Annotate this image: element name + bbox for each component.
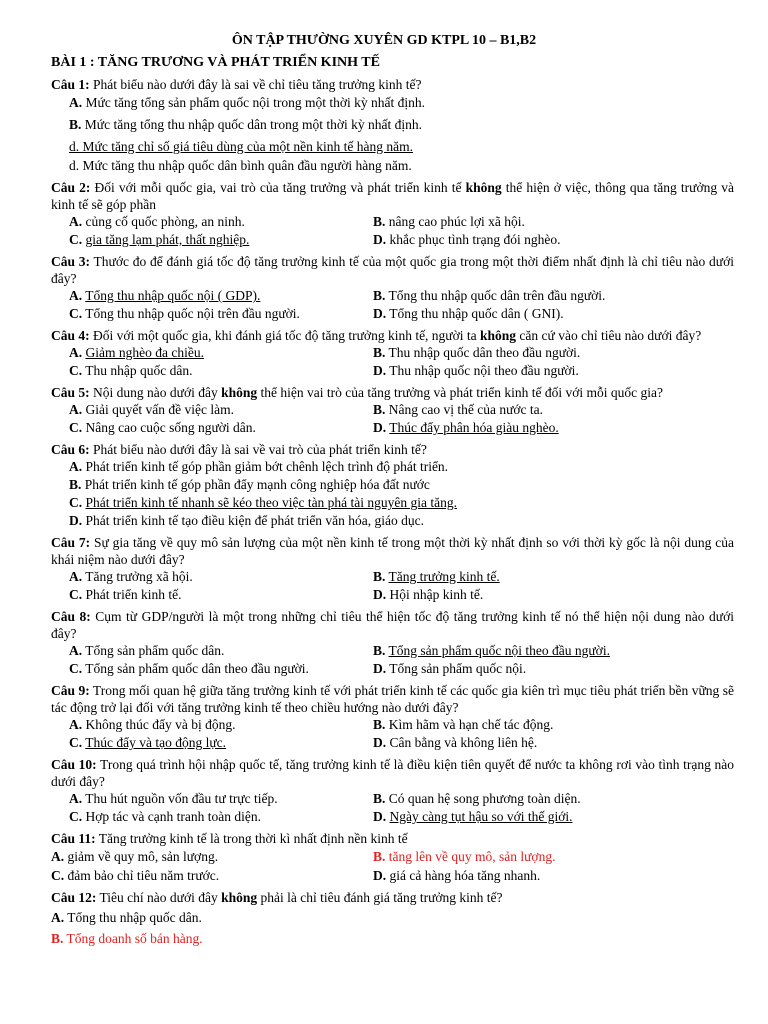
question-stem: Câu 3: Thước đo để đánh giá tốc độ tăng trưởng kinh tế của một quốc gia trong một thời điểm nhất định là chỉ tiêu nào dưới đây? (51, 254, 734, 286)
question-stem: Câu 11: Tăng trưởng kinh tế là trong thời kì nhất định nền kinh tế (51, 831, 408, 846)
option-row (51, 847, 734, 866)
option-a: A. Phát triển kinh tế góp phần giảm bớt chênh lệch trình độ phát triển. (69, 459, 449, 474)
option-c: C. Thu nhập quốc dân. (69, 363, 193, 378)
option-row (51, 660, 734, 678)
question-stem: Câu 5: Nội dung nào dưới đây không thể hiện vai trò của tăng trưởng và phát triển kinh tế đối với mỗi quốc gia? (51, 385, 663, 400)
option-d: D. Cân bằng và không liên hệ. (373, 735, 538, 750)
question-2 (51, 179, 734, 249)
option-c: C. Hợp tác và cạnh tranh toàn diện. (69, 809, 261, 824)
option-row (51, 362, 734, 380)
option-row (51, 568, 734, 586)
option-a: A. Tổng thu nhập quốc dân. (51, 910, 202, 925)
question-stem: Câu 4: Đối với một quốc gia, khi đánh giá tốc độ tăng trưởng kinh tế, người ta không căn cứ vào chỉ tiêu nào dưới đây? (51, 328, 702, 343)
option-b: B. Tổng sản phẩm quốc nội theo đầu người. (373, 643, 610, 658)
option-row (51, 642, 734, 660)
option-a: A. Tổng thu nhập quốc nội ( GDP). (69, 288, 261, 303)
question-6 (51, 441, 734, 530)
option-b: B. tăng lên về quy mô, sản lượng. (373, 849, 556, 864)
option-a: A. Không thúc đẩy và bị động. (69, 717, 236, 732)
option-c: C. Nâng cao cuộc sống người dân. (69, 420, 256, 435)
option-d: d. Mức tăng thu nhập quốc dân bình quân đầu người hàng năm. (69, 158, 412, 173)
option-row (51, 213, 734, 231)
option-a: A. củng cố quốc phòng, an ninh. (69, 214, 245, 229)
option-a: A. Giải quyết vấn đề việc làm. (69, 402, 234, 417)
option-b: B. Có quan hệ song phương toàn diện. (373, 791, 581, 806)
question-stem: Câu 12: Tiêu chí nào dưới đây không phải là chỉ tiêu đánh giá tăng trưởng kinh tế? (51, 890, 503, 905)
question-1 (51, 76, 734, 175)
option-row (51, 866, 734, 885)
option-b: B. Tổng doanh số bán hàng. (51, 931, 203, 946)
question-5 (51, 384, 734, 437)
option-row (51, 716, 734, 734)
option-d: D. Ngày càng tụt hậu so với thế giới. (373, 809, 573, 824)
option-b: B. Tăng trưởng kinh tế. (373, 569, 500, 584)
question-11 (51, 830, 734, 885)
option-row (51, 344, 734, 362)
option-b: B. Phát triển kinh tế góp phần đẩy mạnh công nghiệp hóa đất nước (69, 477, 430, 492)
option-row (51, 419, 734, 437)
option-c: d. Mức tăng chỉ số giá tiêu dùng của một nền kinh tế hàng năm. (69, 139, 413, 154)
option-row (51, 586, 734, 604)
option-c: C. Phát triển kinh tế. (69, 587, 182, 602)
option-d: D. Tổng sản phẩm quốc nội. (373, 661, 527, 676)
question-9 (51, 682, 734, 752)
option-b: B. Tổng thu nhập quốc dân trên đầu người. (373, 288, 606, 303)
option-c: C. Phát triển kinh tế nhanh sẽ kéo theo việc tàn phá tài nguyên gia tăng. (69, 495, 458, 510)
option-a: A. giảm về quy mô, sản lượng. (51, 849, 219, 864)
option-c: C. đảm bảo chỉ tiêu năm trước. (51, 868, 220, 883)
option-b: B. nâng cao phúc lợi xã hội. (373, 214, 525, 229)
option-d: D. khắc phục tình trạng đói nghèo. (373, 232, 561, 247)
option-a: A. Thu hút nguồn vốn đầu tư trực tiếp. (69, 791, 278, 806)
option-c: C. Thúc đẩy và tạo động lực. (69, 735, 227, 750)
option-a: A. Giảm nghèo đa chiều. (69, 345, 204, 360)
option-d: D. giá cả hàng hóa tăng nhanh. (373, 868, 541, 883)
option-d: D. Phát triển kinh tế tạo điều kiện để phát triển văn hóa, giáo dục. (69, 513, 425, 528)
option-a: A. Tăng trưởng xã hội. (69, 569, 193, 584)
option-row (51, 734, 734, 752)
question-3 (51, 253, 734, 323)
question-list (51, 76, 734, 948)
option-row (51, 305, 734, 323)
question-stem: Câu 9: Trong mối quan hệ giữa tăng trưởng kinh tế với phát triển kinh tế các quốc gia kiên trì mục tiêu phát triển bền vững sẽ tác động trở lại đối với tăng trưởng kinh tế theo chiều hướng nào dưới đây? (51, 683, 734, 715)
option-b: B. Thu nhập quốc dân theo đầu người. (373, 345, 581, 360)
option-c: C. Tổng sản phẩm quốc dân theo đầu người. (69, 661, 309, 676)
lesson-heading: BÀI 1 : TĂNG TRƯƠNG VÀ PHÁT TRIỂN KINH TẾ (51, 55, 380, 70)
option-d: D. Thu nhập quốc nội theo đầu người. (373, 363, 579, 378)
question-12 (51, 889, 734, 948)
question-4 (51, 327, 734, 380)
option-d: D. Tổng thu nhập quốc dân ( GNI). (373, 306, 564, 321)
question-7 (51, 534, 734, 604)
question-stem: Câu 6: Phát biểu nào dưới đây là sai về vai trò của phát triển kinh tế? (51, 442, 427, 457)
question-10 (51, 756, 734, 826)
option-row (51, 401, 734, 419)
option-b: B. Mức tăng tổng thu nhập quốc dân trong một thời kỳ nhất định. (69, 117, 423, 132)
option-d: D. Thúc đẩy phân hóa giàu nghèo. (373, 420, 559, 435)
option-b: B. Kìm hãm và hạn chế tác động. (373, 717, 554, 732)
question-8 (51, 608, 734, 678)
option-row (51, 231, 734, 249)
page-title: ÔN TẬP THƯỜNG XUYÊN GD KTPL 10 – B1,B2 (231, 33, 537, 48)
question-stem: Câu 10: Trong quá trình hội nhập quốc tế, tăng trưởng kinh tế là điều kiện tiên quyết để nước ta không rơi vào tình trạng nào dưới đây? (51, 757, 734, 789)
option-row (51, 790, 734, 808)
option-a: A. Mức tăng tổng sản phẩm quốc nội trong một thời kỳ nhất định. (69, 95, 426, 110)
option-b: B. Nâng cao vị thế của nước ta. (373, 402, 544, 417)
question-stem: Câu 1: Phát biểu nào dưới đây là sai về chỉ tiêu tăng trưởng kinh tế? (51, 77, 422, 92)
option-a: A. Tổng sản phẩm quốc dân. (69, 643, 225, 658)
option-c: C. Tổng thu nhập quốc nội trên đầu người. (69, 306, 300, 321)
question-stem: Câu 7: Sự gia tăng về quy mô sản lượng của một nền kinh tế trong một thời kỳ nhất định so với thời kỳ gốc là nội dung của khái niệm nào dưới đây? (51, 535, 734, 567)
question-stem: Câu 8: Cụm từ GDP/người là một trong những chỉ tiêu thể hiện tốc độ tăng trưởng kinh tế nó thể hiện nội dung nào dưới đây? (51, 609, 734, 641)
option-row (51, 808, 734, 826)
option-c: C. gia tăng lạm phát, thất nghiệp. (69, 232, 250, 247)
option-row (51, 287, 734, 305)
question-stem: Câu 2: Đối với mỗi quốc gia, vai trò của tăng trưởng và phát triển kinh tế không thể hiện ở việc, thông qua tăng trưởng và kinh tế sẽ góp phần (51, 180, 734, 212)
option-d: D. Hội nhập kinh tế. (373, 587, 484, 602)
